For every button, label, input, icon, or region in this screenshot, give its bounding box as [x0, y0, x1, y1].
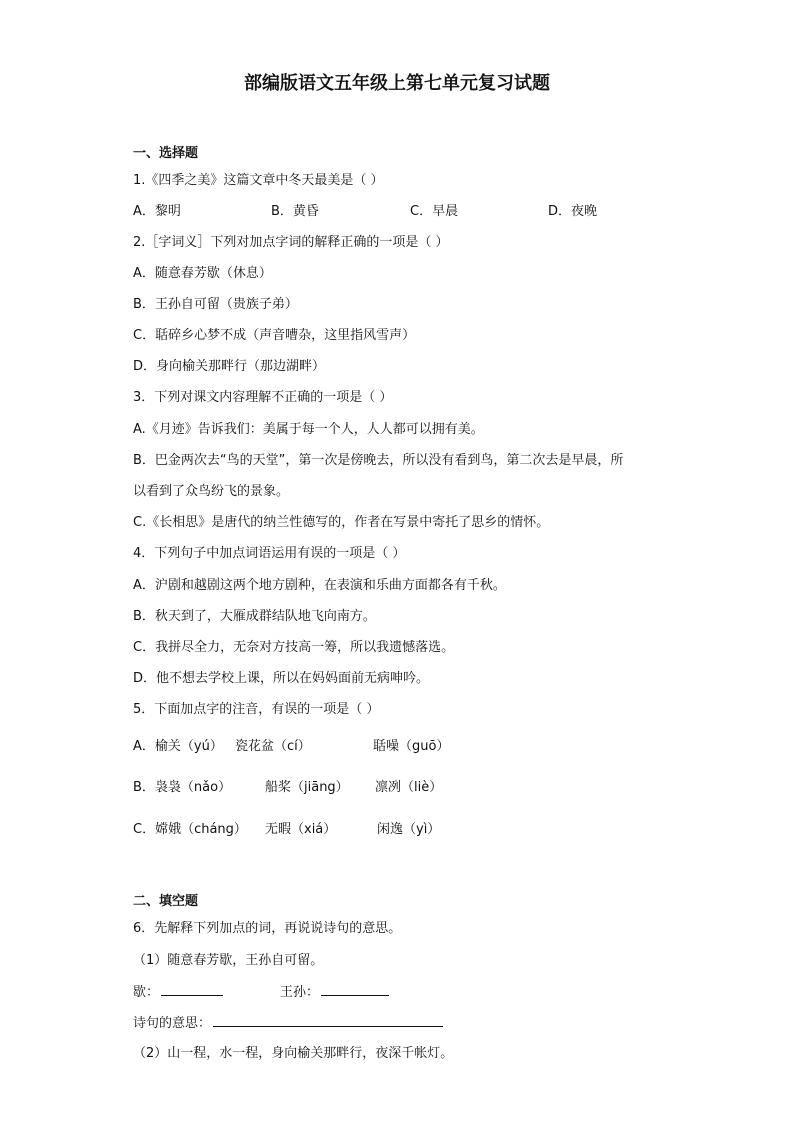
q1-stem: 1.《四季之美》这篇文章中冬天最美是（ ） [133, 173, 384, 188]
q3-option-b-cont: 以看到了众鸟纷飞的景象。 [133, 484, 290, 499]
q2-option-c: C．聒碎乡心梦不成（声音嘈杂，这里指风雪声） [133, 328, 416, 343]
q1-option-d: D．夜晚 [548, 204, 598, 219]
q2-stem: 2.［字词义］下列对加点字词的解释正确的一项是（ ） [133, 235, 449, 250]
q5-c-2: 无暇（xiá） [265, 822, 337, 837]
q2-option-b: B．王孙自可留（贵族子弟） [133, 297, 298, 312]
q4-option-c: C．我拼尽全力，无奈对方技高一筹，所以我遗憾落选。 [133, 640, 455, 655]
q5-stem: 5．下面加点字的注音，有误的一项是（ ） [133, 702, 380, 717]
page-title: 部编版语文五年级上第七单元复习试题 [244, 73, 550, 94]
q5-b-3: 凛冽（liè） [375, 780, 443, 795]
q6-sub2: （2）山一程，水一程，身向榆关那畔行，夜深千帐灯。 [133, 1046, 454, 1061]
q4-option-a: A．沪剧和越剧这两个地方剧种，在表演和乐曲方面都各有千秋。 [133, 578, 506, 593]
q1-option-c: C．早晨 [410, 204, 459, 219]
q6-meaning-blank[interactable] [213, 1014, 443, 1027]
q6-xie-blank[interactable] [161, 983, 223, 996]
q2-option-a: A．随意春芳歇（休息） [133, 266, 272, 281]
q3-option-c: C.《长相思》是唐代的纳兰性德写的，作者在写景中寄托了思乡的情怀。 [133, 515, 550, 530]
q5-a-3: 聒噪（guō） [373, 739, 450, 754]
q6-sub1: （1）随意春芳歇，王孙自可留。 [133, 953, 324, 968]
section-heading-choice: 一、选择题 [133, 146, 199, 161]
q4-stem: 4．下列句子中加点词语运用有误的一项是（ ） [133, 546, 406, 561]
q3-option-b: B．巴金两次去“鸟的天堂”，第一次是傍晚去，所以没有看到鸟，第二次去是早晨，所 [133, 453, 624, 468]
q6-stem: 6．先解释下列加点的词，再说说诗句的意思。 [133, 921, 402, 936]
q5-c-1: C．嫦娥（cháng） [133, 822, 247, 837]
q3-stem: 3．下列对课文内容理解不正确的一项是（ ） [133, 390, 393, 405]
q5-c-3: 闲逸（yì） [377, 822, 441, 837]
section-heading-fill: 二、填空题 [133, 894, 199, 909]
q6-wangsun-line [280, 983, 389, 1002]
q6-wangsun-blank[interactable] [321, 983, 389, 996]
q6-wangsun-label: 王孙： [280, 985, 320, 1000]
q5-a-2: 瓷花盆（cí） [235, 739, 311, 754]
q4-option-d: D．他不想去学校上课，所以在妈妈面前无病呻吟。 [133, 671, 430, 686]
q2-option-d: D．身向榆关那畔行（那边湖畔） [133, 359, 326, 374]
q6-xie-label: 歇： [133, 985, 160, 1000]
q3-option-a: A.《月迹》告诉我们：美属于每一个人，人人都可以拥有美。 [133, 422, 484, 437]
q5-a-1: A．榆关（yú） [133, 739, 223, 754]
q4-option-b: B．秋天到了，大雁成群结队地飞向南方。 [133, 609, 376, 624]
q6-meaning-label: 诗句的意思： [133, 1016, 212, 1031]
q1-option-a: A．黎明 [133, 204, 181, 219]
q5-b-1: B．袅袅（nǎo） [133, 780, 232, 795]
q6-xie-line [133, 983, 223, 1002]
q1-option-b: B．黄昏 [271, 204, 319, 219]
q5-b-2: 船桨（jiāng） [265, 780, 349, 795]
q6-meaning-line [133, 1014, 443, 1033]
